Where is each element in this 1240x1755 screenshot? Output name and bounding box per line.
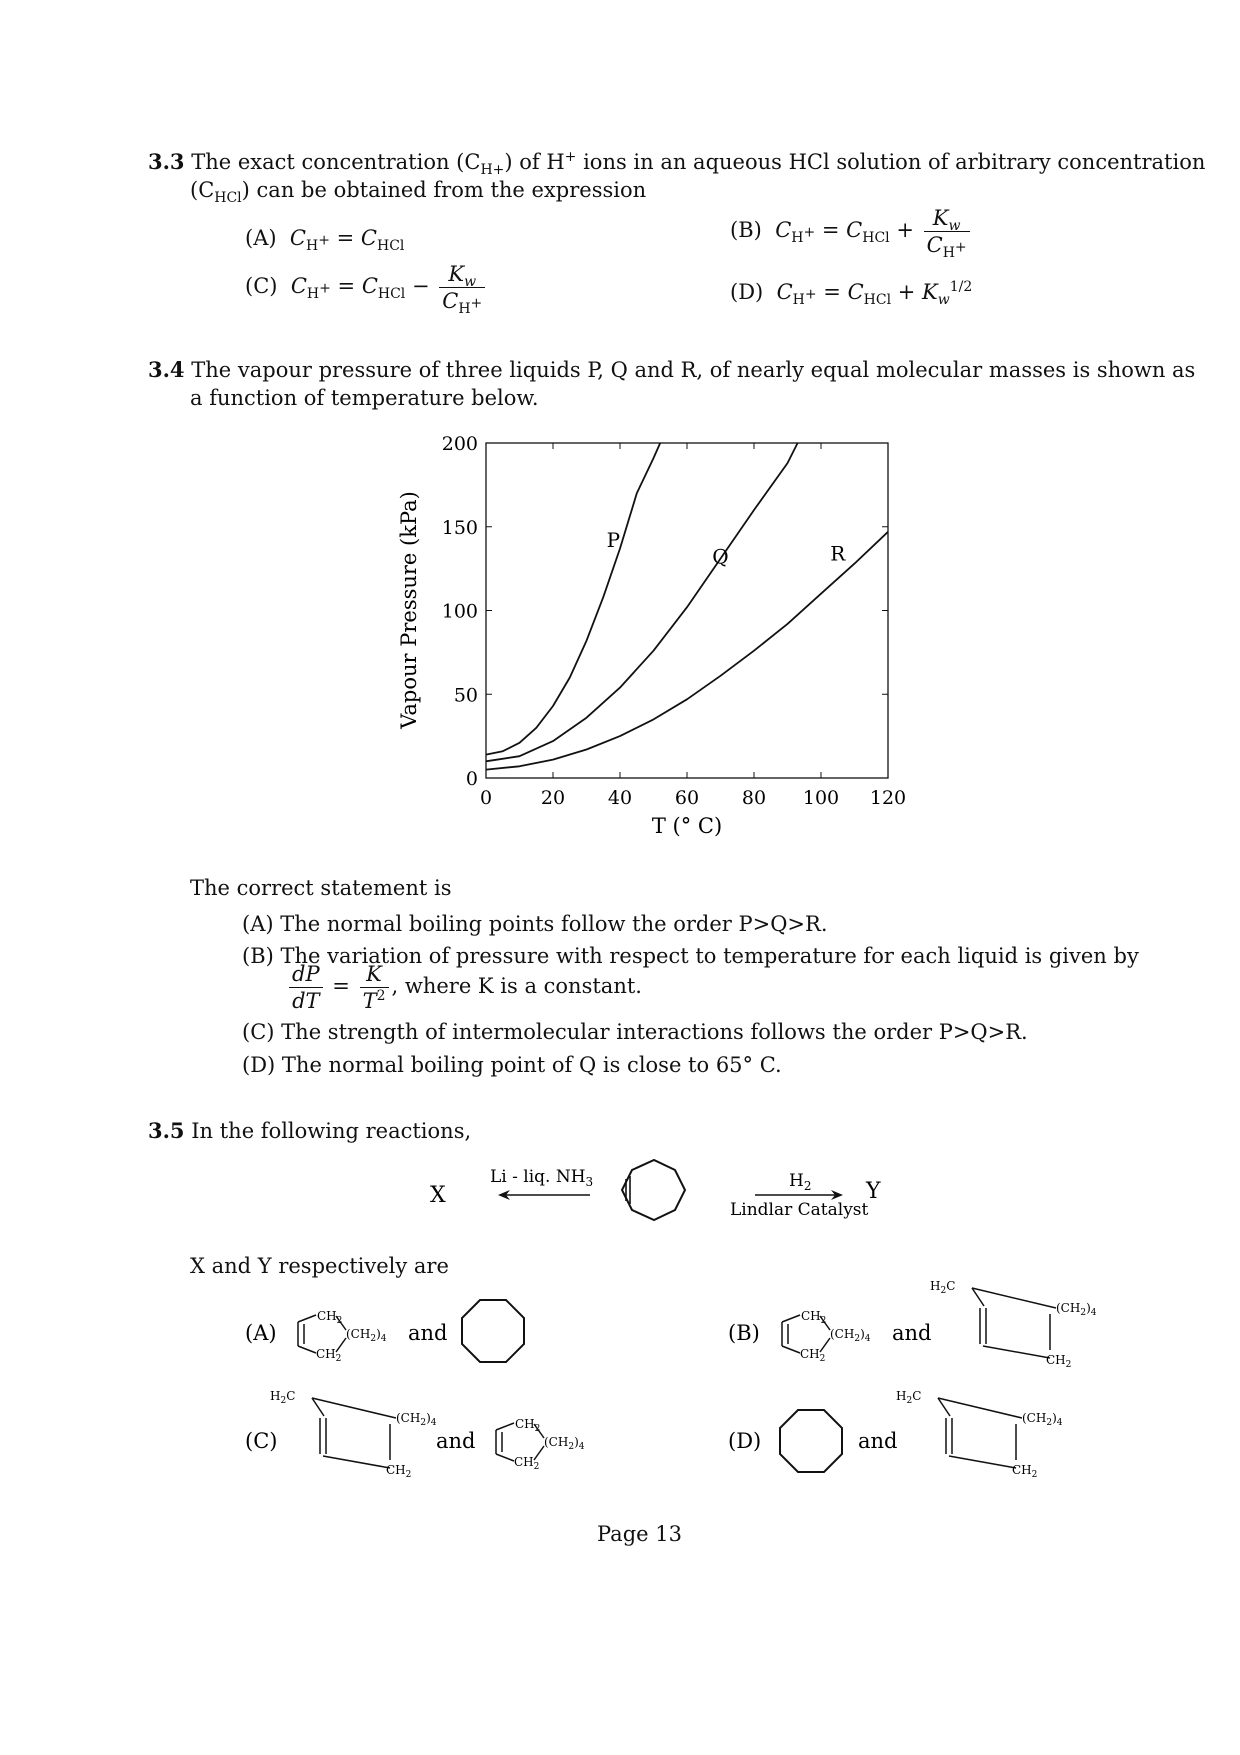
- question-number: 3.5: [148, 1118, 185, 1143]
- x-tick-label: 40: [607, 787, 633, 809]
- series-group: [486, 443, 888, 770]
- q34-option-a[interactable]: (A) The normal boiling points follow the order P>Q>R.: [242, 912, 828, 936]
- svg-text:CH2: $CH_2$: [317, 1309, 343, 1326]
- stem-text: The exact concentration $(C_{H+})$ of H+ ions in an aqueous HCl solution of arbitrary concentration: [191, 149, 1206, 179]
- x-axis-label: T (° C): [651, 814, 723, 838]
- cyclooctane-structure: [780, 1410, 842, 1472]
- series-line-p: [486, 443, 660, 755]
- option-c-label[interactable]: (C): [245, 1429, 278, 1453]
- trans-cyclooctene-structure: [930, 1279, 1097, 1370]
- y-tick-label: 0: [465, 768, 478, 790]
- svg-text:H2C: $H_2C$: [930, 1279, 956, 1296]
- x-tick-label: 60: [674, 787, 700, 809]
- q34-option-d[interactable]: (D) The normal boiling point of Q is close to 65° C.: [242, 1053, 782, 1077]
- svg-text:(CH2)4: $(CH_2)_4$: [1056, 1301, 1097, 1318]
- question-number: 3.4: [148, 357, 185, 382]
- question-3-3-stem-line2: $(C_{HCl})$ can be obtained from the expression: [190, 178, 647, 207]
- q34-option-b-formula: $\frac{dP}{dT}$ = $\frac{K}{T^2}$ , where K is a constant.: [286, 962, 642, 1013]
- cis-cyclooctene-structure: [782, 1309, 871, 1364]
- option-a-label[interactable]: (A): [245, 1321, 277, 1345]
- svg-text:CH2: $CH_2$: [514, 1455, 540, 1472]
- q34-option-c[interactable]: (C) The strength of intermolecular interactions follows the order P>Q>R.: [242, 1020, 1028, 1044]
- svg-text:(CH2)4: $(CH_2)_4$: [346, 1327, 387, 1344]
- question-3-4-stem-line2: a function of temperature below.: [190, 386, 539, 410]
- cis-cyclooctene-structure: [496, 1417, 585, 1472]
- q33-option-b[interactable]: (B) $C_{H^+} = C_{HCl}$ + $\frac{K_w}{C_{H^+}}$: [730, 206, 973, 257]
- product-y-label: Y: [866, 1179, 881, 1204]
- series-label-q: Q: [712, 544, 729, 569]
- svg-text:H2C: $H_2C$: [896, 1389, 922, 1406]
- stem-text: In the following reactions,: [191, 1119, 472, 1143]
- question-number: 3.3: [148, 149, 185, 174]
- question-3-4-stem: [148, 356, 1195, 384]
- and-text: and: [436, 1429, 476, 1453]
- cis-cyclooctene-structure: [298, 1309, 387, 1364]
- y-tick-label: 150: [441, 516, 478, 539]
- svg-text:CH2: $CH_2$: [801, 1309, 827, 1326]
- reaction-scheme: [400, 1150, 920, 1260]
- series-label-r: R: [830, 541, 846, 566]
- x-tick-label: 80: [741, 787, 767, 809]
- cyclooctyne-ring: [622, 1160, 685, 1220]
- x-tick-label: 120: [869, 787, 907, 809]
- and-text: and: [858, 1429, 898, 1453]
- tick-labels: [442, 433, 906, 809]
- y-tick-label: 50: [453, 684, 478, 707]
- and-text: and: [892, 1321, 932, 1345]
- question-3-5-stem: [148, 1117, 471, 1145]
- svg-text:CH2: $CH_2$: [386, 1463, 412, 1480]
- axis-ticks: [486, 443, 888, 778]
- svg-text:(CH2)4: $(CH_2)_4$: [1022, 1411, 1063, 1428]
- series-label-p: P: [606, 527, 621, 552]
- svg-text:CH2: $CH_2$: [316, 1347, 342, 1364]
- option-b-label[interactable]: (B): [728, 1321, 760, 1345]
- trans-cyclooctene-structure: [896, 1389, 1063, 1480]
- and-text: and: [408, 1321, 448, 1345]
- svg-text:(CH2)4: $(CH_2)_4$: [830, 1327, 871, 1344]
- page-number: Page 13: [597, 1522, 682, 1546]
- x-tick-label: 20: [540, 787, 566, 809]
- q34-prompt: The correct statement is: [190, 876, 452, 900]
- series-line-r: [486, 532, 888, 770]
- cyclooctane-structure: [462, 1300, 524, 1362]
- q35-options: [230, 1278, 1097, 1488]
- vapour-pressure-chart: [390, 425, 920, 845]
- product-x-label: X: [430, 1183, 446, 1208]
- plot-frame: [486, 443, 888, 778]
- y-axis-label: Vapour Pressure (kPa): [397, 491, 421, 729]
- x-tick-label: 0: [479, 787, 493, 809]
- series-line-q: [486, 443, 798, 761]
- y-tick-label: 200: [441, 433, 478, 455]
- x-tick-label: 100: [802, 787, 840, 809]
- question-3-3-stem: [148, 148, 1206, 179]
- svg-text:(CH2)4: $(CH_2)_4$: [396, 1411, 437, 1428]
- reagent-right-top: $H_2$: [789, 1171, 812, 1193]
- svg-text:CH2: $CH_2$: [515, 1417, 541, 1434]
- q33-option-c[interactable]: (C) $C_{H^+} = C_{HCl}$ − $\frac{K_w}{C_{H^+}}$: [245, 262, 488, 313]
- y-tick-label: 100: [441, 600, 478, 623]
- svg-text:H2C: $H_2C$: [270, 1389, 296, 1406]
- q34-option-b[interactable]: (B) The variation of pressure with respect to temperature for each liquid is given by: [242, 944, 1139, 968]
- stem-text: The vapour pressure of three liquids P, Q and R, of nearly equal molecular masses is shown as: [191, 358, 1196, 382]
- q33-option-a[interactable]: (A) $C_{H^+} = C_{HCl}$: [245, 226, 405, 255]
- reagent-left: Li - liq. $NH_3$: [490, 1167, 594, 1189]
- trans-cyclooctene-structure: [270, 1389, 437, 1480]
- q35-prompt: X and Y respectively are: [190, 1254, 449, 1278]
- svg-text:CH2: $CH_2$: [1012, 1463, 1038, 1480]
- q33-option-d[interactable]: (D) $C_{H^+} = C_{HCl} + K_w^{1/2}$: [730, 279, 973, 309]
- svg-text:CH2: $CH_2$: [1046, 1353, 1072, 1370]
- option-d-label[interactable]: (D): [728, 1429, 762, 1453]
- svg-text:CH2: $CH_2$: [800, 1347, 826, 1364]
- reagent-right-bottom: Lindlar Catalyst: [730, 1200, 869, 1220]
- svg-text:(CH2)4: $(CH_2)_4$: [544, 1435, 585, 1452]
